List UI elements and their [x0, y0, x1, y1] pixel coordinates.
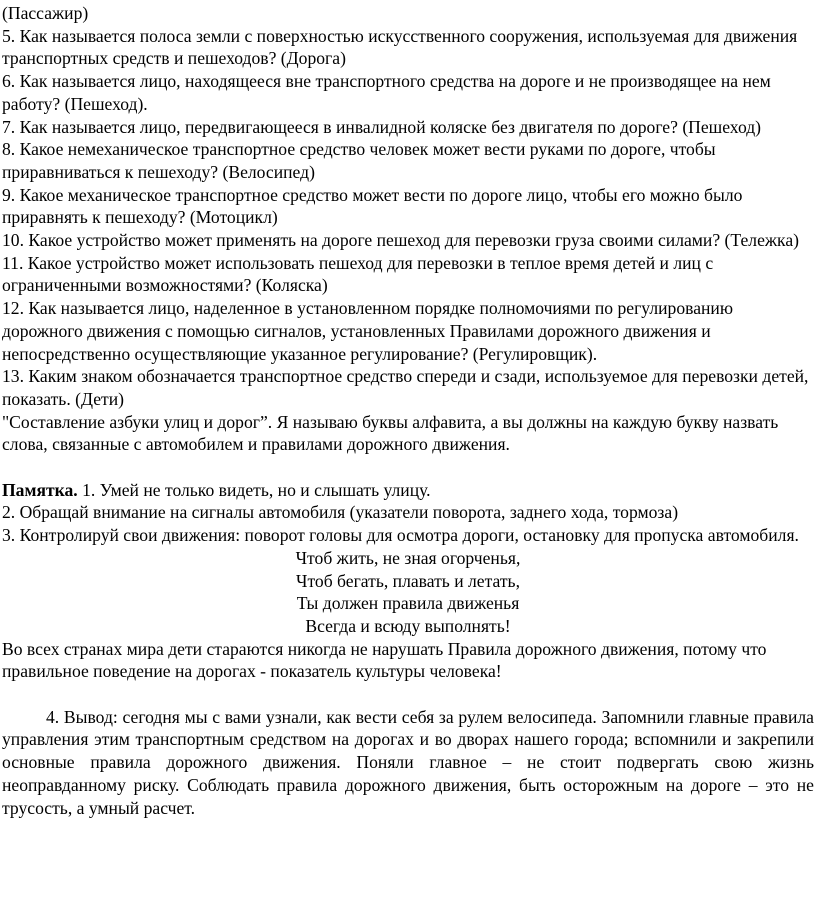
qa-line: 13. Каким знаком обозначается транспортное средство спереди и сзади, используемое для перевозки детей, показать. (Дети): [2, 366, 809, 409]
poem-line: Чтоб бегать, плавать и летать,: [296, 570, 520, 591]
qa-line: (Пассажир): [2, 3, 89, 23]
alphabet-task: "Составление азбуки улиц и дорог”. Я называю буквы алфавита, а вы должны на каждую букву назвать слова, связанные с автомобилем и правилами дорожного движения.: [2, 411, 779, 455]
qa-line: 9. Какое механическое транспортное средство может вести по дороге лицо, чтобы его можно было приравнять к пешеходу? (Мотоцикл): [2, 184, 743, 228]
memo-section: [2, 479, 814, 547]
blank-line: [2, 456, 814, 479]
qa-line: 7. Как называется лицо, передвигающееся в инвалидной коляске без двигателя по дороге? (Пешеход): [2, 116, 762, 137]
closing-paragraph: Во всех странах мира дети стараются никогда не нарушать Правила дорожного движения, потому что правильное поведение на дорогах - показатель культуры человека!: [2, 638, 767, 682]
qa-line: 6. Как называется лицо, находящееся вне транспортного средства на дороге и не производящее на нем работу? (Пешеход).: [2, 71, 771, 114]
conclusion-paragraph: 4. Вывод: сегодня мы с вами узнали, как вести себя за рулем велосипеда. Запомнили главные правила управления этим транспортным средством на дорогах и во дворах нашего города; вспомнили и закрепили основные правила дорожного движения. Поняли главное – не стоит подвергать свою жизнь неоправданному риску. Соблюдать правила дорожного движения, быть осторожным на дороге – это не трусость, а умный расчет.: [2, 706, 814, 818]
qa-line: 8. Какое немеханическое транспортное средство человек может вести руками по дороге, чтобы приравниваться к пешеходу? (Велосипед): [2, 139, 716, 182]
memo-item-3: 3. Контролируй свои движения: поворот головы для осмотра дороги, остановку для пропуска автомобиля.: [2, 525, 799, 546]
memo-first-text: 1. Умей не только видеть, но и слышать улицу.: [77, 479, 431, 500]
memo-label: Памятка.: [2, 479, 78, 500]
qa-line: 12. Как называется лицо, наделенное в установленном порядке полномочиями по регулированию дорожного движения с помощью сигналов, установленных Правилами дорожного движения и непосредственно осуществляющие указанное регулирование? (Регулировщик).: [2, 298, 733, 364]
blank-line: [2, 683, 814, 706]
qa-section: [2, 2, 814, 456]
qa-line: 5. Как называется полоса земли с поверхностью искусственного сооружения, используемая для движения транспортных средств и пешеходов? (Дорога): [2, 25, 798, 69]
qa-line: 10. Какое устройство может применять на дороге пешеход для перевозки груза своими силами? (Тележка): [2, 230, 799, 251]
poem: [2, 547, 814, 638]
qa-line: 11. Какое устройство может использовать пешеход для перевозки в теплое время детей и лиц с ограниченными возможностями? (Коляска): [2, 252, 714, 296]
poem-line: Всегда и всюду выполнять!: [305, 615, 511, 636]
memo-item-2: 2. Обращай внимание на сигналы автомобиля (указатели поворота, заднего хода, тормоза): [2, 502, 679, 523]
poem-line: Ты должен правила движенья: [296, 593, 520, 614]
memo-item-1: [2, 479, 814, 502]
poem-line: Чтоб жить, не зная огорченья,: [295, 547, 521, 568]
